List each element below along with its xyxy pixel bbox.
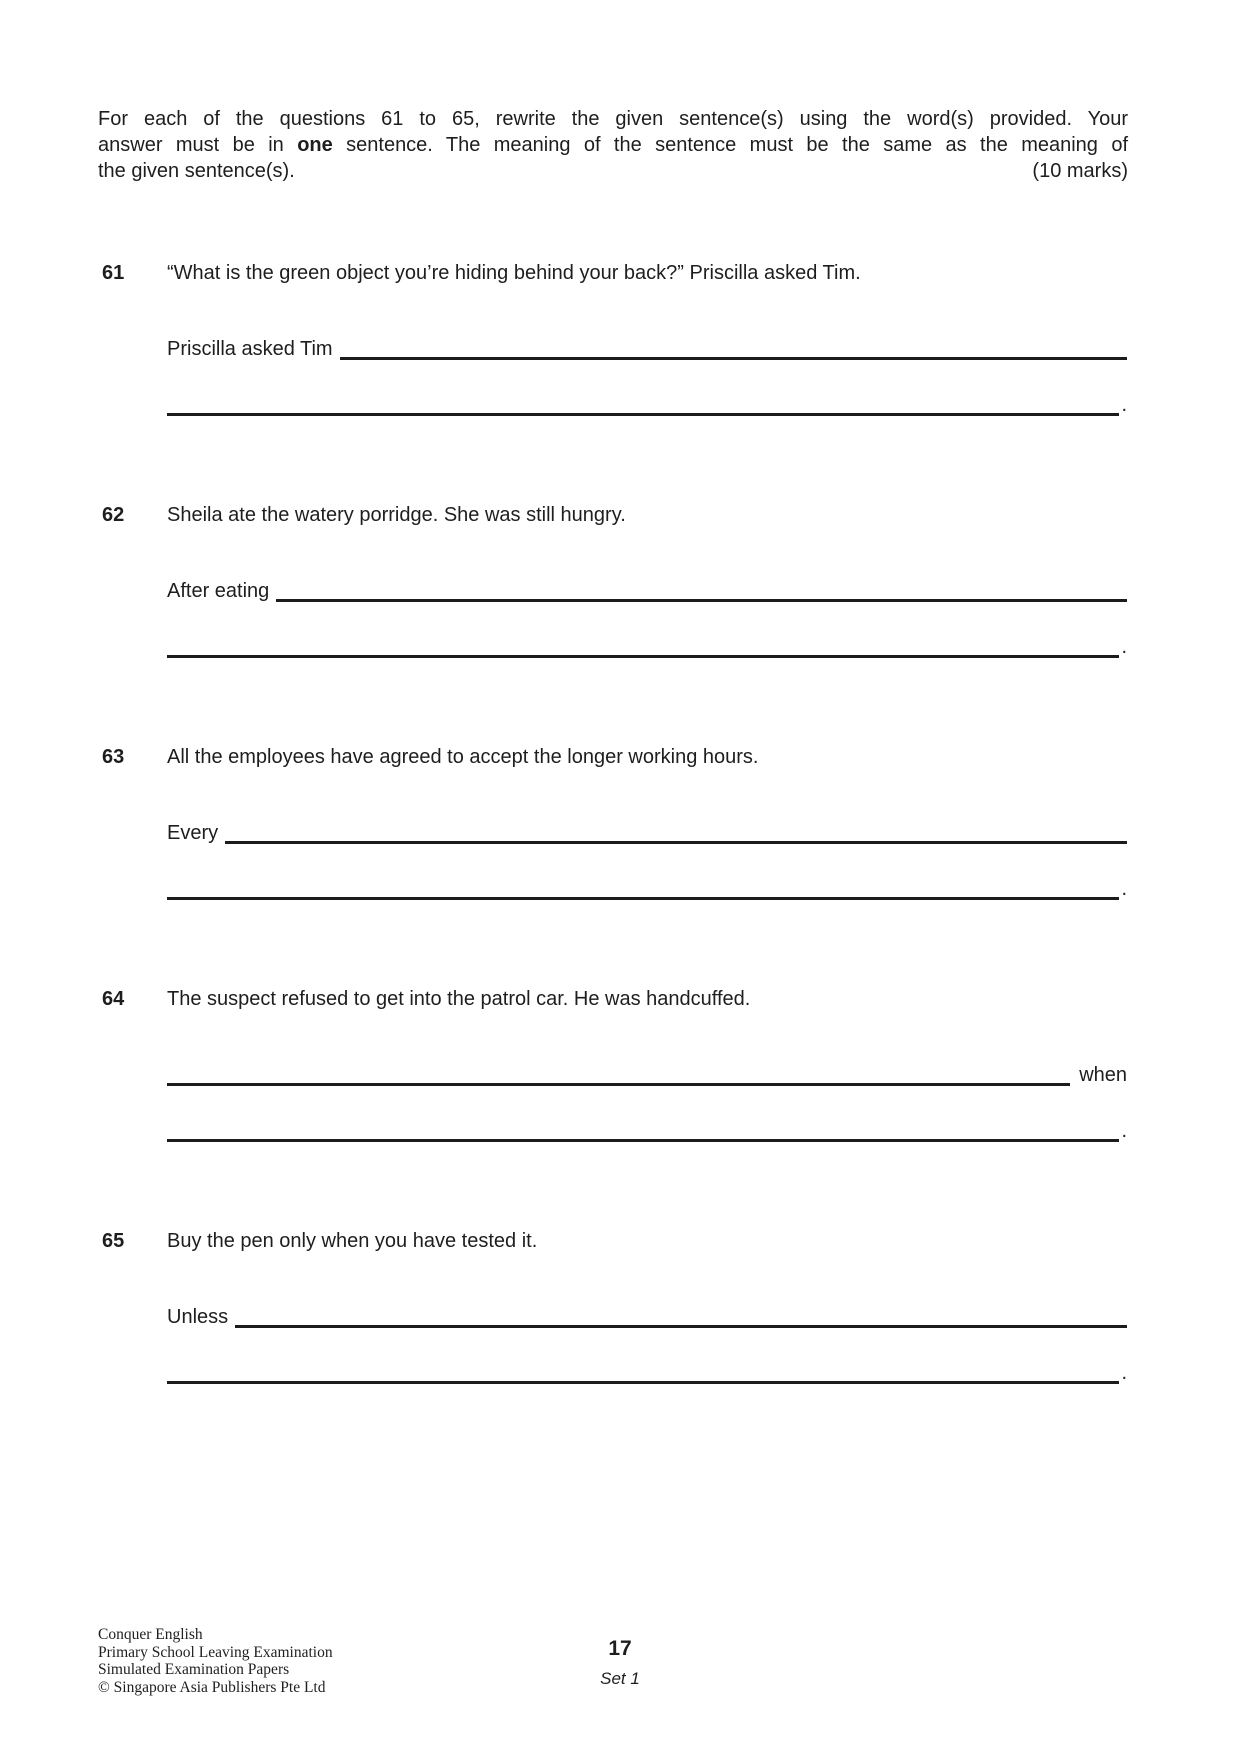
answer-starter: Priscilla asked Tim — [167, 338, 333, 360]
set-label: Set 1 — [600, 1669, 640, 1688]
question-block-61 — [102, 260, 1128, 416]
answer-starter: Every — [167, 822, 219, 844]
answer-tail-word: when — [1079, 1064, 1127, 1086]
answer-line-2 — [167, 1360, 1127, 1386]
answer-end-period: . — [1121, 878, 1127, 900]
answer-blank-line — [225, 841, 1127, 844]
imprint-line: Simulated Examination Papers — [98, 1661, 290, 1678]
answer-end-period: . — [1121, 394, 1127, 416]
answer-blank-line — [167, 897, 1119, 900]
question-number: 61 — [102, 262, 125, 284]
question-row — [102, 502, 1128, 528]
answer-end-period: . — [1121, 1120, 1127, 1142]
instructions-line-2 — [98, 132, 1128, 158]
answer-starter: Unless — [167, 1306, 229, 1328]
instructions-line-3 — [98, 158, 1128, 184]
marks-label: (10 marks) — [1032, 160, 1128, 182]
question-row — [102, 260, 1128, 286]
answer-line-1 — [167, 336, 1127, 362]
question-row — [102, 1228, 1128, 1254]
question-number: 62 — [102, 504, 125, 526]
answer-line-2 — [167, 634, 1127, 660]
question-text: All the employees have agreed to accept the longer working hours. — [167, 746, 759, 768]
question-block-62 — [102, 502, 1128, 658]
answer-end-period: . — [1121, 636, 1127, 658]
answer-blank-line — [167, 413, 1119, 416]
question-number: 63 — [102, 746, 125, 768]
question-number: 65 — [102, 1230, 125, 1252]
question-text: “What is the green object you’re hiding behind your back?” Priscilla asked Tim. — [167, 262, 861, 284]
imprint-line: Primary School Leaving Examination — [98, 1643, 333, 1661]
instructions-text: answer must be in — [98, 134, 298, 156]
answer-line-1 — [167, 1304, 1127, 1330]
instructions-text: sentence. The meaning of the sentence must be the same as the meaning of — [332, 134, 1128, 156]
footer-page-info — [470, 1637, 770, 1690]
answer-end-period: . — [1121, 1362, 1127, 1384]
question-text: Buy the pen only when you have tested it. — [167, 1230, 538, 1252]
question-block-63 — [102, 744, 1128, 900]
instructions-line-1 — [98, 106, 1128, 132]
answer-blank-line — [167, 655, 1119, 658]
footer-imprint — [98, 1626, 333, 1696]
instructions-paragraph — [98, 106, 1128, 184]
answer-line-1 — [167, 820, 1127, 846]
answer-blank-line — [167, 1083, 1070, 1086]
answer-line-1 — [167, 1062, 1127, 1088]
answer-blank-line — [235, 1325, 1127, 1328]
answer-blank-line — [167, 1381, 1119, 1384]
question-text: The suspect refused to get into the patrol car. He was handcuffed. — [167, 988, 751, 1010]
instructions-bold-word: one — [297, 134, 333, 156]
question-text: Sheila ate the watery porridge. She was still hungry. — [167, 504, 626, 526]
answer-blank-line — [340, 357, 1127, 360]
instructions-text: the given sentence(s). — [98, 160, 295, 182]
answer-blank-line — [167, 1139, 1119, 1142]
question-row — [102, 744, 1128, 770]
answer-line-2 — [167, 392, 1127, 418]
answer-line-1 — [167, 578, 1127, 604]
question-block-65 — [102, 1228, 1128, 1384]
answer-blank-line — [276, 599, 1127, 602]
question-row — [102, 986, 1128, 1012]
instructions-text: For each of the questions 61 to 65, rewrite the given sentence(s) using the word(s) provided. Your — [98, 108, 1128, 130]
page-number: 17 — [608, 1637, 632, 1660]
question-number: 64 — [102, 988, 125, 1010]
question-block-64 — [102, 986, 1128, 1142]
imprint-line: Conquer English — [98, 1626, 203, 1643]
answer-line-2 — [167, 1118, 1127, 1144]
imprint-line: © Singapore Asia Publishers Pte Ltd — [98, 1678, 326, 1696]
answer-line-2 — [167, 876, 1127, 902]
answer-starter: After eating — [167, 580, 270, 602]
